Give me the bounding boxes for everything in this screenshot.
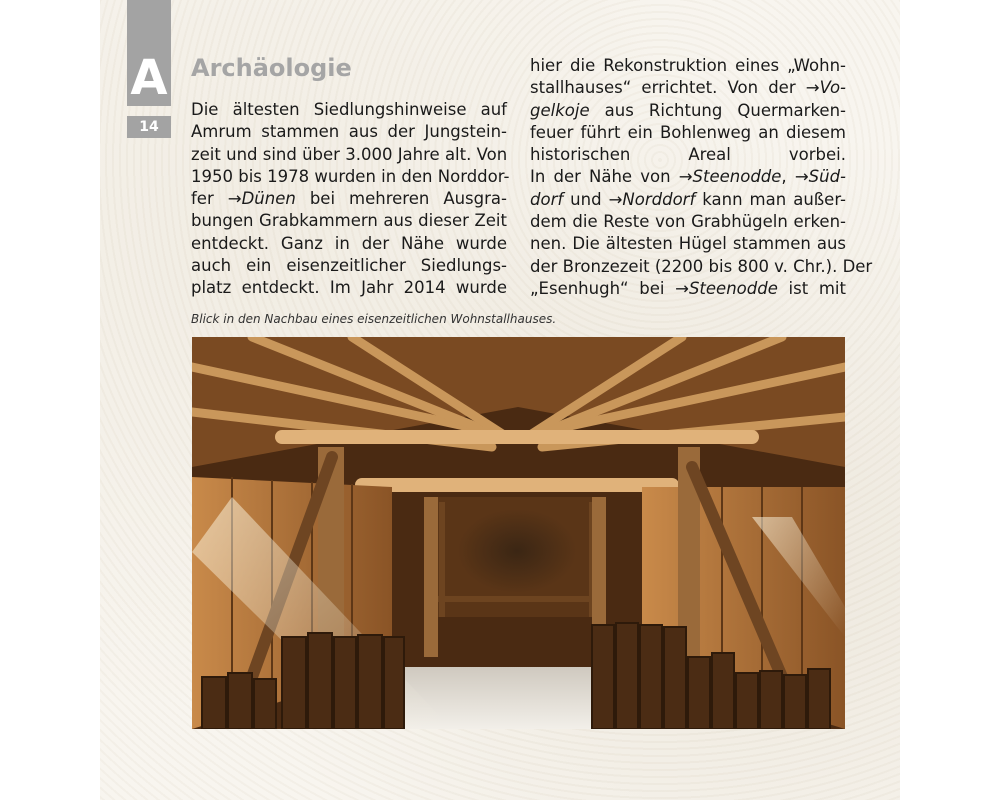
cross-reference-link[interactable]: gelkoje: [530, 100, 590, 120]
text-line: [530, 278, 846, 300]
text-line: [191, 210, 507, 232]
text-run: 1950 bis 1978 wurden in den Norddor-: [191, 166, 510, 186]
cross-reference-arrow-icon: →: [678, 167, 693, 187]
text-run: Die ältesten Siedlungshinweise auf: [191, 100, 507, 119]
text-line: [530, 233, 846, 255]
chapter-letter: A: [130, 50, 168, 106]
text-line: [530, 189, 846, 211]
text-run: fer: [191, 189, 228, 209]
text-run: nen. Die ältesten Hügel stammen aus: [530, 234, 846, 254]
text-run: In der Nähe von: [530, 167, 679, 187]
text-column-left: [191, 99, 510, 300]
cross-reference-arrow-icon: →: [227, 189, 242, 209]
photo-caption: Blick in den Nachbau eines eisenzeitlichen Wohnstallhauses.: [191, 312, 557, 326]
text-line: [191, 233, 507, 255]
text-run: „Esenhugh“ bei: [530, 278, 676, 298]
text-run: kann man außer-: [695, 189, 846, 209]
page-number: 14: [127, 116, 171, 138]
text-line: [191, 188, 507, 210]
text-run: auch ein eisenzeitlicher Siedlungs-: [191, 256, 507, 276]
cross-reference-link[interactable]: dorf: [530, 189, 564, 209]
text-run: stallhauses“ errichtet. Von der: [530, 78, 806, 98]
text-run: bei mehreren Ausgra-: [295, 189, 507, 209]
text-line: [530, 55, 846, 77]
text-line: [530, 256, 873, 278]
text-run: der Bronzezeit (2200 bis 800 v. Chr.). Der: [530, 256, 873, 276]
cross-reference-arrow-icon: →: [675, 278, 689, 298]
text-run: platz entdeckt. Im Jahr 2014 wurde: [191, 278, 507, 298]
text-line: [530, 122, 846, 144]
section-heading: Archäologie: [191, 54, 352, 82]
text-column-right: [530, 55, 873, 300]
text-run: Amrum stammen aus der Jungstein-: [191, 122, 507, 142]
chapter-letter-tab: [127, 0, 171, 106]
text-line: [191, 277, 507, 299]
cross-reference-link[interactable]: Dünen: [241, 189, 296, 209]
text-run: zeit und sind über 3.000 Jahre alt. Von: [191, 144, 508, 164]
text-line: [530, 77, 846, 99]
cross-reference-link[interactable]: Süd-: [808, 167, 846, 187]
cross-reference-link[interactable]: Steenodde: [688, 278, 778, 298]
cross-reference-link[interactable]: Vo-: [819, 78, 846, 98]
text-run: dem die Reste von Grabhügeln erken-: [530, 212, 846, 232]
text-line: [530, 211, 846, 233]
text-line: [191, 166, 510, 188]
text-run: feuer führt ein Bohlenweg an diesem: [530, 122, 846, 142]
text-run: bungen Grabkammern aus dieser Zeit: [191, 211, 507, 231]
text-run: ,: [781, 167, 795, 187]
text-run: und: [563, 189, 609, 209]
cross-reference-arrow-icon: →: [805, 78, 820, 98]
text-line: [530, 166, 846, 188]
cross-reference-link[interactable]: Steenodde: [692, 167, 782, 187]
cross-reference-link[interactable]: Norddorf: [622, 189, 696, 209]
text-run: entdeckt. Ganz in der Nähe wurde: [191, 233, 507, 253]
longhouse-interior-illustration: [192, 337, 845, 729]
text-run: aus Richtung Quermarken-: [589, 100, 846, 120]
text-line: [191, 144, 507, 166]
longhouse-photo: [192, 337, 845, 729]
text-run: historischen Areal vorbei.: [530, 145, 846, 165]
cross-reference-arrow-icon: →: [794, 167, 809, 187]
text-line: [530, 144, 846, 166]
text-line: [191, 99, 507, 121]
book-page: [100, 0, 900, 800]
text-line: [530, 100, 846, 122]
text-line: [191, 121, 507, 143]
text-run: hier die Rekonstruktion eines „Wohn-: [530, 56, 846, 75]
text-line: [191, 255, 507, 277]
text-run: ist mit: [777, 278, 846, 298]
cross-reference-arrow-icon: →: [608, 189, 623, 209]
